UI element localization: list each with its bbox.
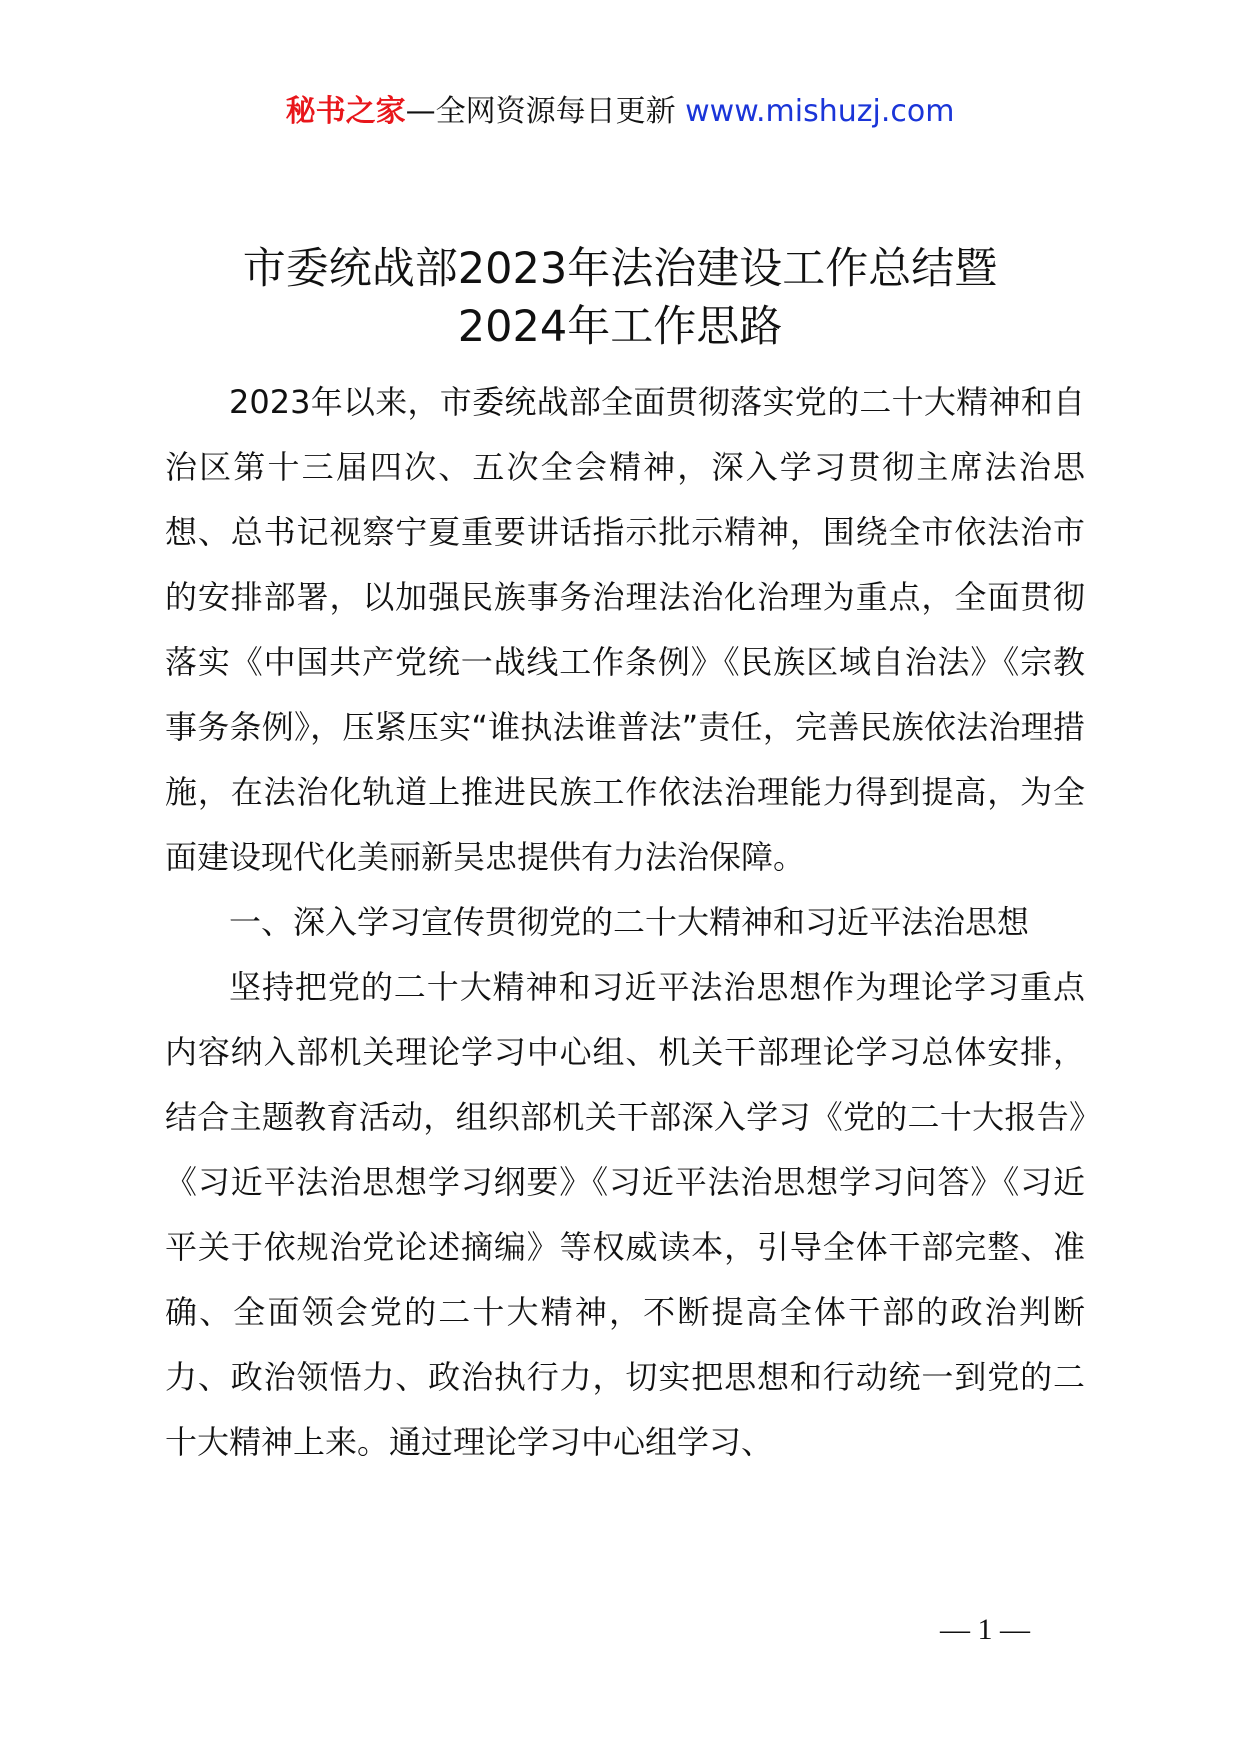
page-number: — 1 — xyxy=(940,1613,1030,1646)
document-title xyxy=(0,240,1240,356)
banner-slogan: —全网资源每日更新 xyxy=(405,94,676,129)
intro-paragraph: 2023年以来，市委统战部全面贯彻落实党的二十大精神和自治区第十三届四次、五次全会精神，深入学习贯彻主席法治思想、总书记视察宁夏重要讲话指示批示精神，围绕全市依法治市的安排部署，以加强民族事务治理法治化治理为重点，全面贯彻落实《中国共产党统一战线工作条例》《民族区域自治法》《宗教事务条例》，压紧压实“谁执法谁普法”责任，完善民族依法治理措施，在法治化轨道上推进民族工作依法治理能力得到提高，为全面建设现代化美丽新吴忠提供有力法治保障。 xyxy=(165,383,1085,876)
section-1-heading: 一、深入学习宣传贯彻党的二十大精神和习近平法治思想 xyxy=(229,903,1030,941)
section-1-paragraph: 坚持把党的二十大精神和习近平法治思想作为理论学习重点内容纳入部机关理论学习中心组、机关干部理论学习总体安排，结合主题教育活动，组织部机关干部深入学习《党的二十大报告》《习近平法治思想学习纲要》《习近平法治思想学习问答》《习近平关于依规治党论述摘编》等权威读本，引导全体干部完整、准确、全面领会党的二十大精神，不断提高全体干部的政治判断力、政治领悟力、政治执行力，切实把思想和行动统一到党的二十大精神上来。通过理论学习中心组学习、 xyxy=(165,968,1085,1461)
document-title-line-1: 市委统战部2023年法治建设工作总结暨 xyxy=(242,244,998,294)
banner-brand: 秘书之家 xyxy=(285,94,406,129)
header-banner xyxy=(0,92,1240,132)
document-body xyxy=(165,370,1085,1475)
banner-website-link[interactable]: www.mishuzj.com xyxy=(685,94,955,129)
document-title-line-2: 2024年工作思路 xyxy=(457,302,783,352)
